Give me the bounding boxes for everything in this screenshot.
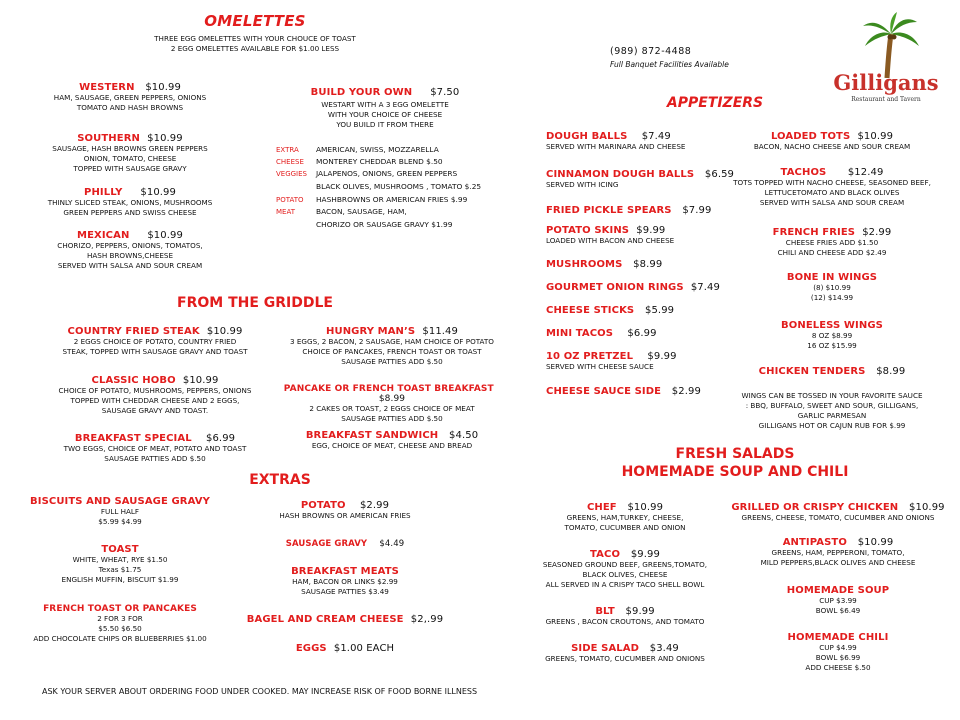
item-price: $4.49 xyxy=(379,539,405,549)
item-name: HOMEMADE CHILI xyxy=(787,632,889,643)
item-desc: SERVED WITH CHEESE SAUCE xyxy=(546,362,654,371)
item-price: $9.99 xyxy=(630,549,660,560)
item-desc: MILD PEPPERS,BLACK OLIVES AND CHEESE xyxy=(760,558,916,567)
appetizers-left-column xyxy=(546,131,736,406)
item-price: $12.49 xyxy=(847,167,884,178)
item-desc: ALL SERVED IN A CRISPY TACO SHELL BOWL xyxy=(545,580,705,589)
item-name: MEXICAN xyxy=(77,230,130,241)
item-name: CHICKEN TENDERS xyxy=(758,366,866,377)
item-desc: $5.99 $4.99 xyxy=(98,517,142,526)
menu-item-antipasto xyxy=(728,537,948,568)
item-price: $10.99 xyxy=(147,133,183,144)
sauce-line: : BBQ, BUFFALO, SWEET AND SOUR, GILLIGANS, xyxy=(745,401,919,410)
phone-number: (989) 872-4488 xyxy=(610,46,692,57)
item-name: PANCAKE OR FRENCH TOAST BREAKFAST xyxy=(283,384,494,394)
item-desc: GREEN PEPPERS AND SWISS CHEESE xyxy=(63,208,197,217)
item-desc: GREENS, HAM,TURKEY, CHEESE, xyxy=(566,513,684,522)
menu-item-country-fried-steak xyxy=(40,326,270,357)
logo-name: Gilligans xyxy=(833,70,939,95)
item-name: HOMEMADE SOUP xyxy=(786,585,890,596)
item-price: $4.50 xyxy=(449,430,479,441)
item-desc: SERVED WITH MARINARA AND CHEESE xyxy=(546,142,686,151)
wing-sauces-note xyxy=(722,391,942,431)
item-price: $2.99 xyxy=(671,386,701,397)
menu-item-build-your-own xyxy=(300,87,470,130)
list-item xyxy=(546,131,736,169)
item-price: $6.59 xyxy=(704,169,735,180)
item-name: BONE IN WINGS xyxy=(786,272,878,283)
item-desc: ENGLISH MUFFIN, BISCUIT $1.99 xyxy=(61,575,179,584)
build-options-list xyxy=(276,144,506,232)
item-price: $8.99 xyxy=(633,259,663,270)
menu-item-homemade-soup xyxy=(728,585,948,616)
option-label: CHEESE xyxy=(276,158,304,166)
menu-item-philly xyxy=(40,187,220,218)
item-price: $9.99 xyxy=(636,225,666,236)
item-name: BLT xyxy=(595,606,615,617)
menu-item-southern xyxy=(40,133,220,174)
banquet-note: Full Banquet Facilities Available xyxy=(610,60,729,69)
item-price: $2.99 xyxy=(359,500,390,511)
item-desc: 2 FOR 3 FOR xyxy=(97,614,143,623)
item-desc: 8 OZ $8.99 xyxy=(811,331,853,340)
item-price: $8.99 xyxy=(876,366,906,377)
sauce-line: GARLIC PARMESAN xyxy=(797,411,867,420)
item-desc: ADD CHOCOLATE CHIPS OR BLUEBERRIES $1.00 xyxy=(33,634,207,643)
item-desc: SAUSAGE PATTIES ADD $.50 xyxy=(341,414,443,423)
item-desc: 2 EGGS CHOICE OF POTATO, COUNTRY FRIED xyxy=(73,337,237,346)
menu-item-french-toast-pancakes xyxy=(20,604,220,644)
item-name: POTATO SKINS xyxy=(546,225,630,236)
item-name: TOAST xyxy=(101,544,139,555)
menu-item-western xyxy=(40,82,220,113)
item-name: WESTERN xyxy=(79,82,135,93)
item-price: $11.49 xyxy=(422,326,458,337)
item-desc: $5.50 $6.50 xyxy=(98,624,142,633)
item-desc: BLACK OLIVES, CHEESE xyxy=(582,570,668,579)
contact-info xyxy=(610,46,810,69)
item-name: MINI TACOS xyxy=(546,328,614,339)
item-desc: 16 OZ $15.99 xyxy=(807,341,857,350)
item-name: BREAKFAST SANDWICH xyxy=(305,430,439,441)
item-name: DOUGH BALLS xyxy=(546,131,628,142)
option-row xyxy=(276,180,506,194)
item-desc: TOMATO AND HASH BROWNS xyxy=(76,103,184,112)
item-desc: (8) $10.99 xyxy=(813,283,851,292)
item-desc: GREENS, HAM, PEPPERONI, TOMATO, xyxy=(771,548,905,557)
option-label: MEAT xyxy=(276,208,295,216)
sauce-line: GILLIGANS HOT OR CAJUN RUB FOR $.99 xyxy=(758,421,906,430)
item-desc: HASH BROWNS,CHEESE xyxy=(86,251,174,260)
item-desc: 2 CAKES OR TOAST, 2 EGGS CHOICE OF MEAT xyxy=(309,404,475,413)
item-name: TACO xyxy=(590,549,621,560)
menu-item-sausage-gravy xyxy=(245,539,445,549)
menu-item-loaded-tots xyxy=(722,131,942,152)
item-desc: FULL HALF xyxy=(100,507,140,516)
item-price: $10.99 xyxy=(206,326,243,337)
item-desc: SAUSAGE PATTIES $3.49 xyxy=(301,587,389,596)
menu-item-blt-salad xyxy=(530,606,720,627)
item-price: $10.99 xyxy=(857,131,894,142)
item-desc: BOWL $6.49 xyxy=(815,606,861,615)
fresh-salads-title: FRESH SALADS xyxy=(675,446,795,462)
item-desc: SERVED WITH SALSA AND SOUR CREAM xyxy=(57,261,203,270)
item-desc: CUP $4.99 xyxy=(819,643,857,652)
item-price: $7.99 xyxy=(682,205,712,216)
item-desc: CHORIZO, PEPPERS, ONIONS, TOMATOS, xyxy=(57,241,203,250)
option-row xyxy=(276,218,506,232)
option-row xyxy=(276,168,506,180)
item-name: BAGEL AND CREAM CHEESE xyxy=(246,614,404,625)
item-name: FRENCH FRIES xyxy=(772,227,856,238)
option-row xyxy=(276,194,506,206)
item-price: $3.49 xyxy=(649,643,679,654)
list-item xyxy=(546,351,736,386)
item-name: BREAKFAST MEATS xyxy=(291,566,399,577)
item-name: COUNTRY FRIED STEAK xyxy=(67,326,200,337)
item-desc: SAUSAGE, HASH BROWNS GREEN PEPPERS xyxy=(52,144,208,153)
option-label: POTATO xyxy=(276,196,304,204)
item-price: $9.99 xyxy=(647,351,677,362)
item-name: 10 OZ PRETZEL xyxy=(546,351,634,362)
menu-item-homemade-chili xyxy=(728,632,948,673)
item-price: $10.99 xyxy=(140,187,176,198)
item-desc: SAUSAGE PATTIES ADD $.50 xyxy=(104,454,206,463)
menu-item-mexican xyxy=(40,230,220,271)
menu-item-hungry-mans xyxy=(272,326,512,367)
menu-item-chef-salad xyxy=(530,502,720,533)
item-desc: TOTS TOPPED WITH NACHO CHEESE, SEASONED BEEF, xyxy=(733,178,931,187)
menu-item-potato xyxy=(245,500,445,521)
menu-item-chicken-salad xyxy=(728,502,948,523)
item-price: $10.99 xyxy=(147,230,183,241)
item-desc: (12) $14.99 xyxy=(810,293,854,302)
item-desc: HAM, SAUSAGE, GREEN PEPPERS, ONIONS xyxy=(53,93,207,102)
menu-item-classic-hobo xyxy=(40,375,270,416)
item-desc: WESTART WITH A 3 EGG OMELETTE xyxy=(321,100,449,109)
item-name: FRIED PICKLE SPEARS xyxy=(546,205,672,216)
item-name: BREAKFAST SPECIAL xyxy=(74,433,192,444)
item-desc: EGG, CHOICE OF MEAT, CHEESE AND BREAD xyxy=(311,441,473,450)
item-desc: ADD CHEESE $.50 xyxy=(805,663,871,672)
menu-item-bone-in-wings xyxy=(722,272,942,303)
list-item xyxy=(546,259,736,282)
item-desc: Texas $1.75 xyxy=(98,565,142,574)
logo xyxy=(826,12,946,107)
item-desc: BOWL $6.99 xyxy=(815,653,861,662)
menu-item-breakfast-special xyxy=(40,433,270,464)
sauce-line: WINGS CAN BE TOSSED IN YOUR FAVORITE SAUCE xyxy=(741,391,923,400)
item-name: LOADED TOTS xyxy=(770,131,851,142)
item-name: SOUTHERN xyxy=(77,133,140,144)
griddle-heading: FROM THE GRIDDLE xyxy=(177,295,333,311)
item-name: CHEESE SAUCE SIDE xyxy=(546,386,662,397)
item-price: $6.99 xyxy=(206,433,236,444)
item-desc: SEASONED GROUND BEEF, GREENS,TOMATO, xyxy=(542,560,708,569)
item-desc: CHOICE OF POTATO, MUSHROOMS, PEPPERS, ONIONS xyxy=(58,386,252,395)
menu-item-boneless-wings xyxy=(722,320,942,351)
menu-item-tachos xyxy=(722,167,942,208)
menu-item-bagel xyxy=(245,614,445,625)
item-desc: 3 EGGS, 2 BACON, 2 SAUSAGE, HAM CHOICE OF POTATO xyxy=(290,337,494,346)
option-row xyxy=(276,144,506,156)
item-name: MUSHROOMS xyxy=(546,259,623,270)
item-desc: TOPPED WITH CHEDDAR CHEESE AND 2 EGGS, xyxy=(70,396,240,405)
item-desc: SAUSAGE PATTIES ADD $.50 xyxy=(341,357,443,366)
item-name: TACHOS xyxy=(780,167,827,178)
item-desc: WHITE, WHEAT, RYE $1.50 xyxy=(72,555,168,564)
soup-chili-title: HOMEMADE SOUP AND CHILI xyxy=(621,464,849,480)
option-text: BACON, SAUSAGE, HAM, xyxy=(316,207,407,216)
list-item xyxy=(546,205,736,225)
item-desc: YOU BUILD IT FROM THERE xyxy=(336,120,434,129)
item-desc: ONION, TOMATO, CHEESE xyxy=(83,154,177,163)
item-desc: THINLY SLICED STEAK, ONIONS, MUSHROOMS xyxy=(47,198,213,207)
item-desc: CUP $3.99 xyxy=(819,596,857,605)
item-name: BONELESS WINGS xyxy=(781,320,883,331)
option-text: CHORIZO OR SAUSAGE GRAVY $1.99 xyxy=(316,220,453,229)
item-desc: HASH BROWNS OR AMERICAN FRIES xyxy=(279,511,411,520)
item-desc: SAUSAGE GRAVY AND TOAST. xyxy=(101,406,209,415)
logo-tagline: Restaurant and Tavern xyxy=(851,96,921,103)
item-desc: LETTUCETOMATO AND BLACK OLIVES xyxy=(764,188,900,197)
item-desc: STEAK, TOPPED WITH SAUSAGE GRAVY AND TOAST xyxy=(62,347,248,356)
omelettes-intro-1: THREE EGG OMELETTES WITH YOUR CHOUCE OF TOAST xyxy=(154,34,356,43)
omelettes-heading: OMELETTES xyxy=(204,12,306,30)
omelettes-intro-2: 2 EGG OMELETTES AVAILABLE FOR $1.00 LESS xyxy=(170,44,340,53)
item-desc: TOMATO, CUCUMBER AND ONION xyxy=(564,523,686,532)
palm-tree-icon xyxy=(861,12,921,78)
option-text: BLACK OLIVES, MUSHROOMS , TOMATO $.25 xyxy=(316,182,482,191)
item-name: GOURMET ONION RINGS xyxy=(546,282,684,293)
item-price: $7.50 xyxy=(430,87,460,98)
option-label: VEGGIES xyxy=(276,170,307,178)
item-name: EGGS xyxy=(295,643,327,654)
item-price: $10.99 xyxy=(909,502,945,513)
item-desc: CHILI AND CHEESE ADD $2.49 xyxy=(777,248,887,257)
item-name: BUILD YOUR OWN xyxy=(310,87,413,98)
option-text: AMERICAN, SWISS, MOZZARELLA xyxy=(316,145,439,154)
item-name: HUNGRY MAN’S xyxy=(326,326,416,337)
extras-heading: EXTRAS xyxy=(249,472,311,488)
option-label: EXTRA xyxy=(276,146,299,154)
list-item xyxy=(546,305,736,328)
item-price: $2,.99 xyxy=(410,614,444,625)
item-price: $7.49 xyxy=(690,282,720,293)
item-price: $10.99 xyxy=(627,502,664,513)
item-name: POTATO xyxy=(300,500,346,511)
salads-heading xyxy=(600,446,870,480)
item-desc: TWO EGGS, CHOICE OF MEAT, POTATO AND TOAST xyxy=(63,444,247,453)
item-desc: LOADED WITH BACON AND CHEESE xyxy=(546,236,675,245)
list-item xyxy=(546,169,736,205)
item-name: GRILLED OR CRISPY CHICKEN xyxy=(731,502,899,513)
list-item xyxy=(546,328,736,351)
appetizers-heading: APPETIZERS xyxy=(666,95,764,111)
item-desc: BACON, NACHO CHEESE AND SOUR CREAM xyxy=(753,142,911,151)
item-name: SIDE SALAD xyxy=(571,643,639,654)
item-name: CHEF xyxy=(586,502,617,513)
item-desc: GREENS , BACON CROUTONS, AND TOMATO xyxy=(545,617,705,626)
item-desc: CHEESE FRIES ADD $1.50 xyxy=(785,238,879,247)
item-price: $10.99 xyxy=(182,375,219,386)
item-desc: GREENS, TOMATO, CUCUMBER AND ONIONS xyxy=(545,654,705,663)
list-item xyxy=(546,282,736,305)
item-name: SAUSAGE GRAVY xyxy=(285,539,368,549)
list-item xyxy=(546,386,736,406)
item-desc: WITH YOUR CHOICE OF CHEESE xyxy=(327,110,443,119)
item-price: $9.99 xyxy=(625,606,655,617)
option-row xyxy=(276,206,506,218)
item-name: CLASSIC HOBO xyxy=(91,375,176,386)
option-text: JALAPENOS, ONIONS, GREEN PEPPERS xyxy=(316,169,458,178)
item-price: $6.99 xyxy=(627,328,657,339)
item-price: $10.99 xyxy=(857,537,894,548)
item-price: $2.99 xyxy=(862,227,892,238)
menu-item-taco-salad xyxy=(530,549,720,590)
menu-item-chicken-tenders xyxy=(722,366,942,377)
footer-disclaimer: ASK YOUR SERVER ABOUT ORDERING FOOD UNDER COOKED. MAY INCREASE RISK OF FOOD BORNE ILLNESS xyxy=(42,687,478,696)
option-text: MONTEREY CHEDDAR BLEND $.50 xyxy=(316,157,443,166)
item-price: $5.99 xyxy=(644,305,675,316)
item-desc: CHOICE OF PANCAKES, FRENCH TOAST OR TOAST xyxy=(302,347,482,356)
menu-item-eggs xyxy=(245,643,445,654)
item-name: FRENCH TOAST OR PANCAKES xyxy=(43,604,197,614)
item-desc: SERVED WITH SALSA AND SOUR CREAM xyxy=(759,198,905,207)
menu-item-biscuits-gravy xyxy=(20,496,220,527)
item-price: $10.99 xyxy=(145,82,181,93)
item-desc: SERVED WITH ICING xyxy=(546,180,619,189)
menu-item-pancake-breakfast xyxy=(272,384,512,424)
item-name: PHILLY xyxy=(84,187,123,198)
item-name: ANTIPASTO xyxy=(782,537,847,548)
list-item xyxy=(546,225,736,259)
menu-item-toast xyxy=(20,544,220,585)
item-price: $8.99 xyxy=(378,394,406,404)
item-desc: GREENS, CHEESE, TOMATO, CUCUMBER AND ONIONS xyxy=(741,513,935,522)
item-name: CHEESE STICKS xyxy=(546,305,635,316)
item-name: CINNAMON DOUGH BALLS xyxy=(546,169,695,180)
menu-item-french-fries xyxy=(722,227,942,258)
item-price: $1.00 EACH xyxy=(333,643,395,654)
menu-item-breakfast-sandwich xyxy=(272,430,512,451)
option-text: HASHBROWNS OR AMERICAN FRIES $.99 xyxy=(316,195,468,204)
menu-item-side-salad xyxy=(530,643,720,664)
item-name: BISCUITS AND SAUSAGE GRAVY xyxy=(30,496,210,507)
menu-item-breakfast-meats xyxy=(245,566,445,597)
item-desc: TOPPED WITH SAUSAGE GRAVY xyxy=(73,164,187,173)
omelettes-section xyxy=(120,12,390,54)
item-price: $7.49 xyxy=(641,131,671,142)
option-row xyxy=(276,156,506,168)
item-desc: HAM, BACON OR LINKS $2.99 xyxy=(292,577,398,586)
